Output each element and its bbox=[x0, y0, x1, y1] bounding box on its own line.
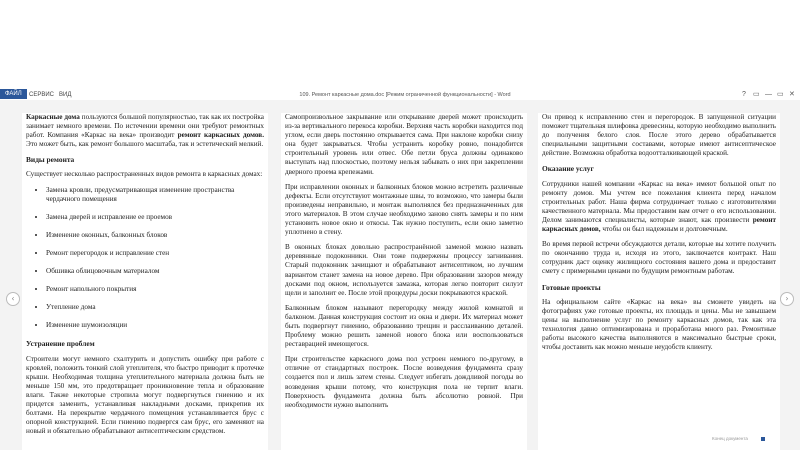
repair-list bbox=[26, 186, 264, 331]
paragraph: В оконных блоках довольно распространённой заменой можно назвать деревянные подоконники. Они тоже подвержены процессу загнивания. Старый подоконник зачищают и обрабатывают антисептиком, но лучшим вариантом станет замена на новое дерево. При образовании зазоров между досками под окном, используется замазка, которая легко повторит силуэт щели и заполнит ее. После этой процедуры доски покрываются краской. bbox=[285, 243, 523, 297]
paragraph: Балконным блоком называют перегородку между жилой комнатой и балконом. Данная конструкция состоит из окна и двери. Их материал может быть подвергнут гниению, образованию трещин и расслаиванию деталей. Проблему можно решить заменой нового блока или воспользоваться реставрацией имеющегося. bbox=[285, 303, 523, 349]
list-item: • Изменение оконных, балконных блоков bbox=[46, 231, 264, 240]
paragraph bbox=[542, 180, 776, 235]
page-column-1 bbox=[22, 113, 268, 450]
heading-projects: Готовые проекты bbox=[542, 282, 601, 292]
list-item: • Замена дверей и исправление ее проемов bbox=[46, 213, 264, 222]
heading-repair-types: Виды ремонта bbox=[26, 155, 75, 165]
list-item: • Изменение шумоизоляции bbox=[46, 321, 264, 330]
paragraph: Существует несколько распространенных видов ремонта в каркасных домах: bbox=[26, 170, 263, 179]
paragraph: Во время первой встречи обсуждаются детали, которые вы хотите получить по окончанию труда и, исходя из этого, заключается контракт. Наш сотрудник даст оценку жилищного состояния вашего дома и предоставит смету с примерными ценами по будущим ремонтным работам. bbox=[542, 240, 776, 276]
document-title: 109. Ремонт каркасные дома.doc [Режим ограниченной функциональности] - Word bbox=[299, 92, 511, 98]
list-item: • Ремонт перегородок и исправление стен bbox=[46, 249, 264, 258]
paragraph: Самопроизвольное закрывание или открывание дверей может происходить из-за вертикального перекоса коробки. Верхняя часть коробки находится под углом, если дверь постоянно открывается сама. При наклоне коробки снизу она будет закрываться. Чтобы устранить коробку ровно, понадобится строительный уровень или отвес. Обе петли бруса должны одинаково выступать над плоскостью, поэтому нельзя забывать о них при закреплении дверного проема крепежами. bbox=[285, 113, 523, 176]
text-run: пользуются большой популярностью, так как их постройка занимает немного времени. По истечении времени они требуют ремонтных работ. Компания «Каркас на века» производит bbox=[26, 113, 264, 140]
tab-file[interactable]: ФАЙЛ bbox=[0, 89, 27, 99]
minimize-icon[interactable]: — bbox=[765, 91, 772, 98]
text-run: чтобы он был надежным и долговечным. bbox=[600, 225, 728, 234]
bold-term: ремонт каркасных домов. bbox=[177, 131, 264, 140]
status-text: Конец документа bbox=[712, 436, 748, 441]
close-icon[interactable]: ✕ bbox=[789, 91, 795, 98]
bold-term: Каркасные дома bbox=[26, 113, 80, 121]
list-item: • Ремонт напольного покрытия bbox=[46, 285, 264, 294]
list-item: • Утепление дома bbox=[46, 303, 264, 312]
heading-services: Оказание услуг bbox=[542, 164, 594, 174]
paragraph: На официальном сайте «Каркас на века» вы сможете увидеть на фотографиях уже готовые проекты, их площадь и цены. Мы не завышаем цены на выполнение услуг по ремонту каркасных домов, так как эта технология давно оптимизирована и проработана много раз. Ремонтные работы высокого качества выполняются в максимально быстрые сроки, чтобы доставить как можно меньше неудобств клиенту. bbox=[542, 297, 776, 352]
intro-paragraph bbox=[26, 113, 264, 149]
page-column-3 bbox=[538, 113, 780, 450]
help-icon[interactable]: ? bbox=[742, 91, 746, 98]
previous-page-arrow-icon[interactable]: ‹ bbox=[6, 292, 20, 306]
maximize-icon[interactable]: ▭ bbox=[777, 91, 784, 98]
bold-term: ремонт каркасных домов, bbox=[542, 215, 776, 234]
list-item: • Обшивка облицовочным материалом bbox=[46, 267, 264, 276]
paragraph: При исправлении оконных и балконных блоков можно встретить различные дефекты. Если отсутствуют монтажные швы, то возможно, что замеры были произведены неправильно, и монтаж выполнялся без предназначенных для этого материалов. В этом случае необходимо заново снять замеры и по ним установить новое окно и откосы. Так нужно поступить, если окно заметно уплотнено в стену. bbox=[285, 182, 523, 237]
text-run: Сотрудники нашей компании «Каркас на века» имеют большой опыт по ремонту домов. Мы учтем все пожелания клиента перед началом строительных работ. Наша фирма сотрудничает только с изготовителями качественного материала. Мы предоставим вам отчет о его использовании. Делом занимаются специалисты, которые знают, как произвести bbox=[542, 179, 776, 224]
paragraph: Строители могут немного схалтурить и допустить ошибку при работе с кровлей, положить тонкий слой утеплителя, что быстро приводит к протечке крыши. Необходимая толщина утеплительного материала должна быть не меньше 150 мм, это предотвращает проникновение тепла и образование влаги. Также некоторые стропила могут подвергнуться гниению и их придется заменить, устанавливая накладными досками, прикрепив их болтами. На перекрытие чердачного помещения устанавливается брус с опорной конструкцией. Если гниению подвергся сам брус, его заменяют на новый и обязательно обрабатывают антисептическим средством. bbox=[26, 354, 264, 436]
list-item: • Замена кровли, предусматривающая изменение пространства чердачного помещения bbox=[46, 186, 264, 204]
text-run: Это может быть, как ремонт большого масштаба, так и эстетический мелкий. bbox=[26, 140, 264, 149]
tab-view[interactable]: ВИД bbox=[59, 92, 72, 98]
status-indicator-icon bbox=[761, 437, 765, 441]
paragraph: При строительстве каркасного дома пол устроен немного по-другому, в отличие от стандартных построек. После возведения фундамента сразу создается пол и лишь затем стены. Следует избегать дождливой погоды во возведения крыши потому, что конструкция пола не терпит влаги. Поверхность фундамента должна быть абсолютно ровной. При необходимости нужно выполнить bbox=[285, 355, 523, 409]
next-page-arrow-icon[interactable]: › bbox=[780, 292, 794, 306]
paragraph: Он привод к исправлению стен и перегородок. В запущенной ситуации поможет тщательная шлифовка древесины, которую необходимо выполнить до получения белого слоя. После этого дерево обрабатывается специальными защитными составами, которые имеют антисептическое действие. Возможна обработка водоотталкивающей краской. bbox=[542, 113, 776, 158]
ribbon-display-icon[interactable]: ▭ bbox=[753, 91, 760, 98]
heading-problems: Устранение проблем bbox=[26, 339, 95, 349]
tab-service[interactable]: СЕРВИС bbox=[29, 92, 54, 98]
page-column-2 bbox=[281, 113, 527, 450]
